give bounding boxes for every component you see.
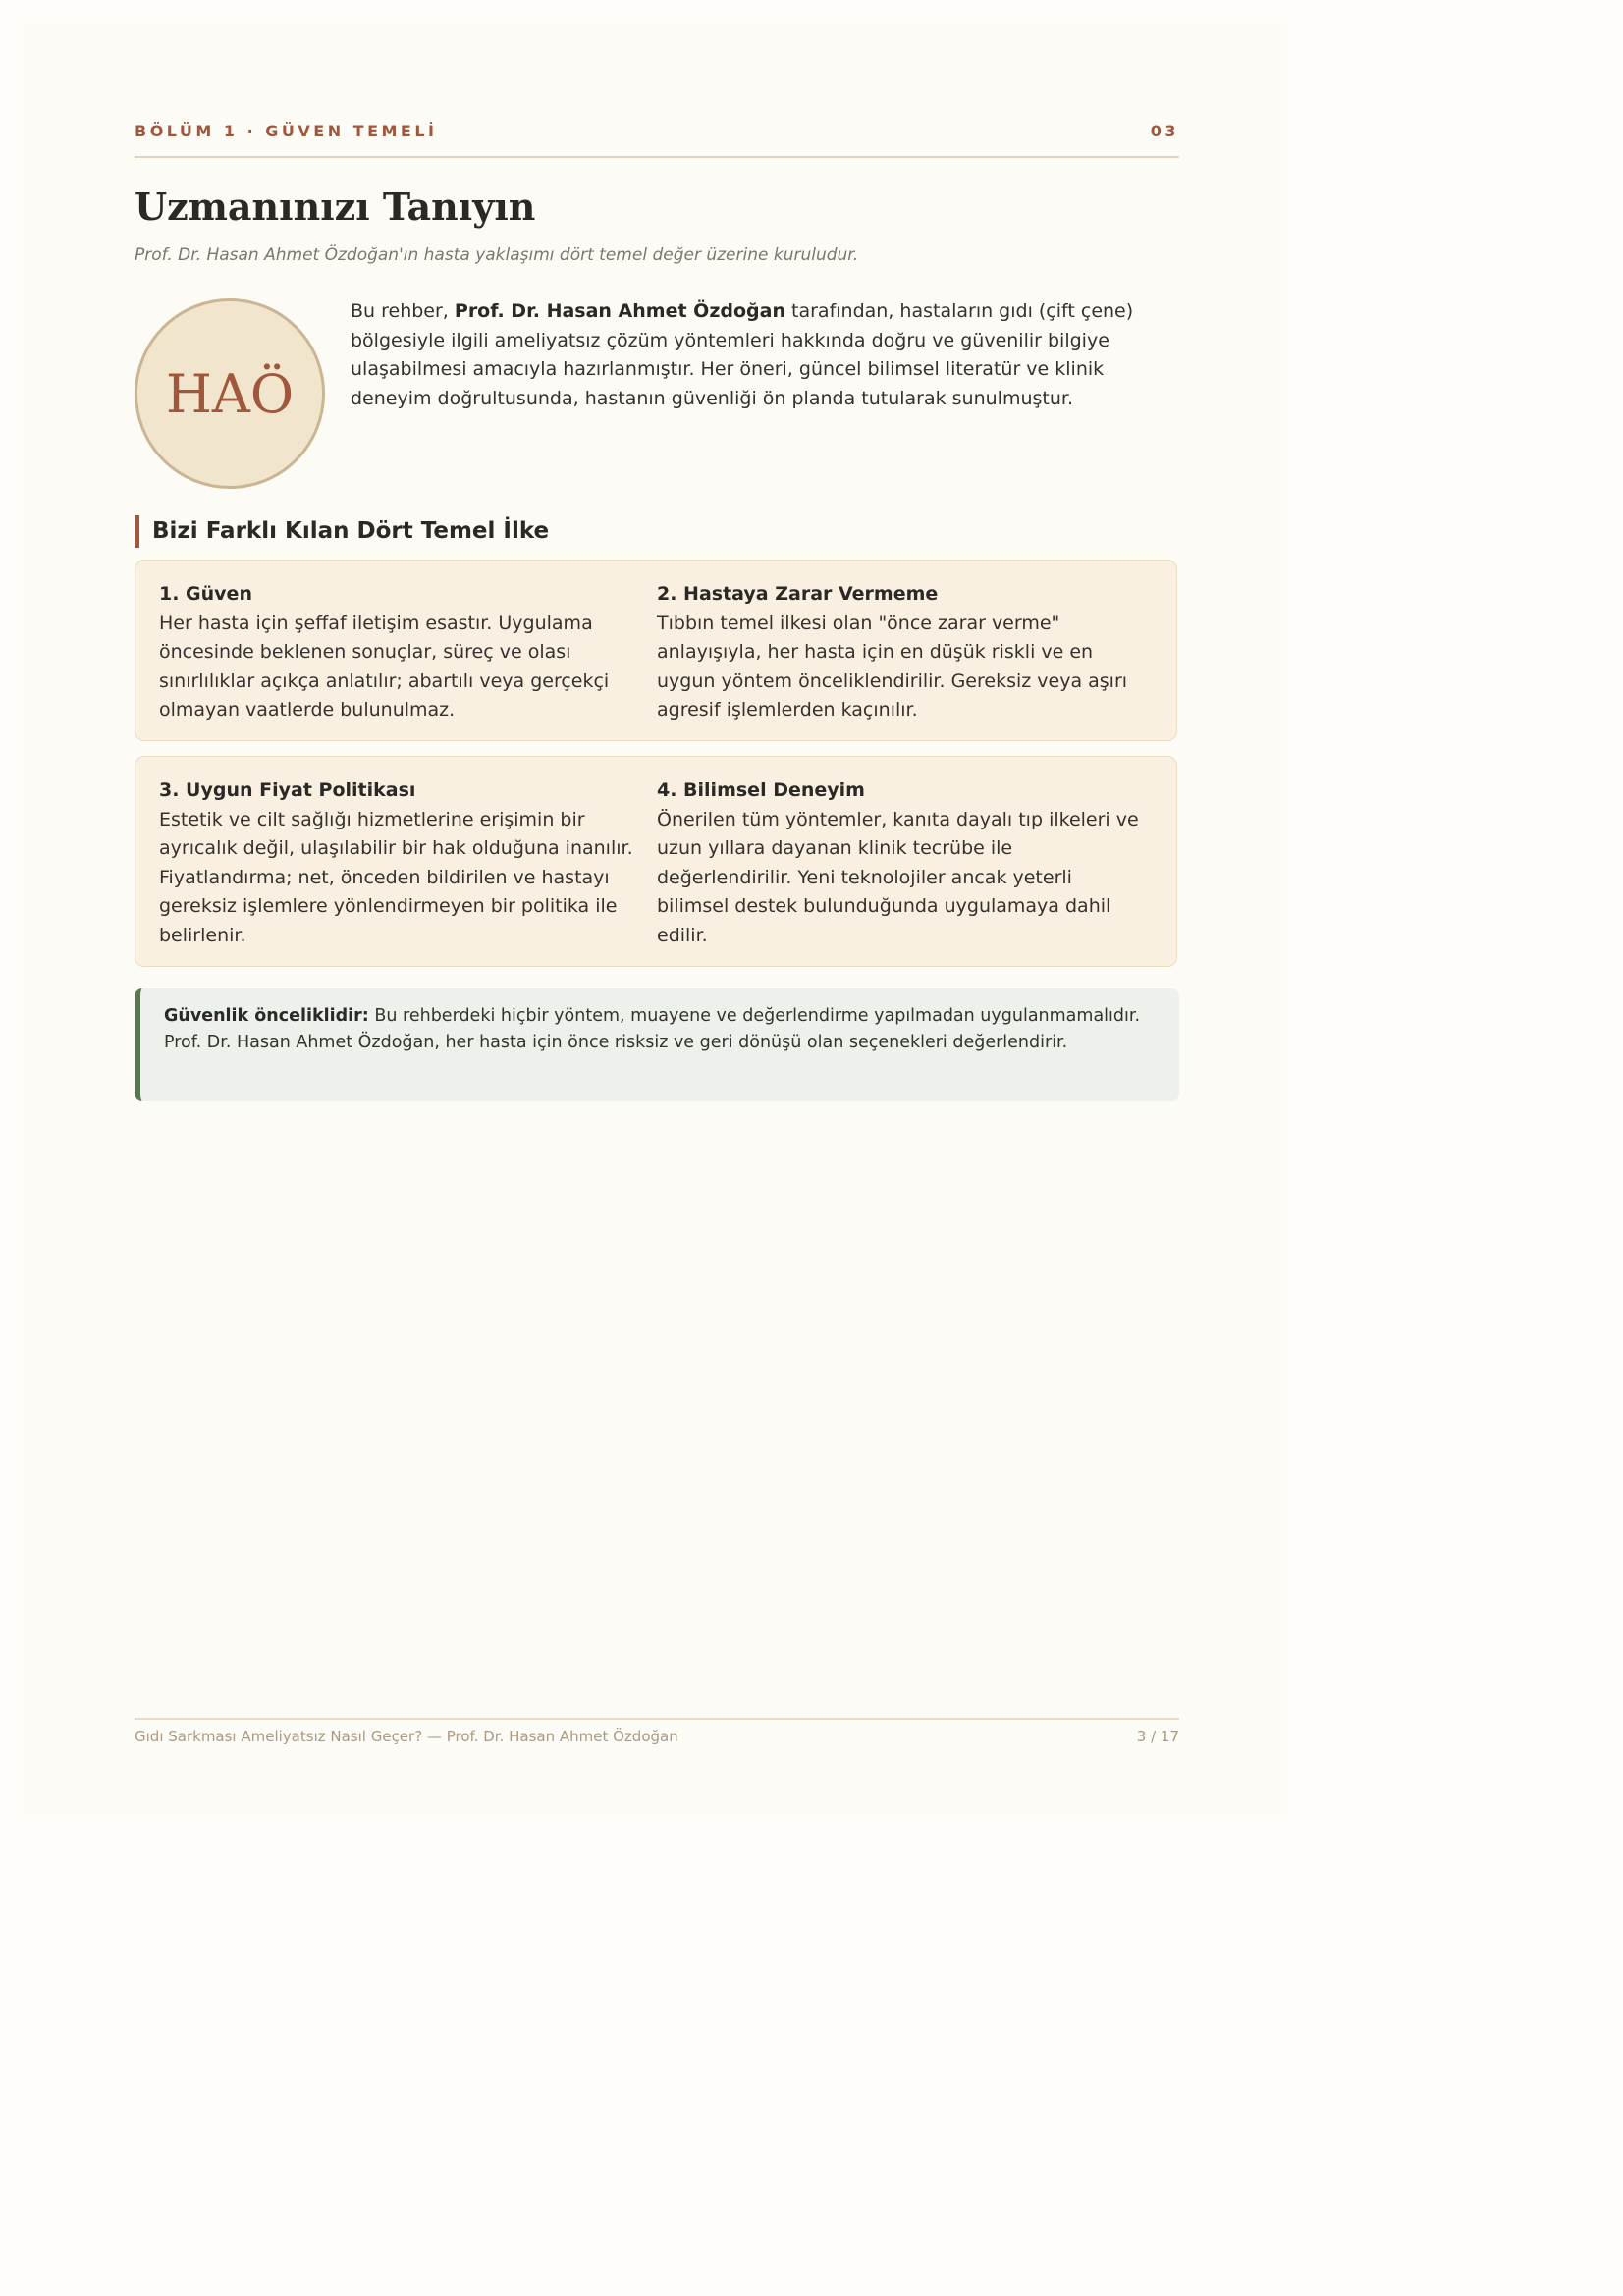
intro-prefix: Bu rehber, <box>351 300 455 322</box>
principle-item <box>159 776 650 950</box>
principles-card <box>135 756 1177 967</box>
intro-paragraph <box>351 297 1175 413</box>
principle-title: 3. Uygun Fiyat Politikası <box>159 779 416 801</box>
page-title: Uzmanınızı Tanıyın <box>135 185 536 229</box>
intro-author-name: Prof. Dr. Hasan Ahmet Özdoğan <box>454 300 785 322</box>
page-footer <box>135 1718 1179 1745</box>
running-header <box>135 122 1179 158</box>
principle-text: Önerilen tüm yöntemler, kanıta dayalı tıp ilkeleri ve uzun yıllara dayanan klinik tecrübe ile değerlendirilir. Yeni teknolojiler ancak yeterli bilimsel destek bulunduğunda uygulamaya dahil edilir. <box>657 808 1139 946</box>
footer-page-indicator: 3 / 17 <box>1136 1728 1179 1745</box>
principle-item <box>657 776 1148 950</box>
document-page <box>24 24 1287 1814</box>
safety-callout-label: Güvenlik önceliklidir: <box>164 1006 369 1026</box>
avatar-initials: HAÖ <box>165 362 295 425</box>
principle-text: Her hasta için şeffaf iletişim esastır. Uygulama öncesinde beklenen sonuçlar, süreç ve olası sınırlılıklar açıkça anlatılır; abartılı veya gerçekçi olmayan vaatlerde bulunulmaz. <box>159 612 610 721</box>
header-page-number: 03 <box>1150 122 1179 140</box>
safety-callout-text: Bu rehberdeki hiçbir yöntem, muayene ve değerlendirme yapılmadan uygulanmamalıdır. Prof. Dr. Hasan Ahmet Özdoğan, her hasta için önce risksiz ve geri dönüşü olan seçenekleri değerlendirir. <box>164 1006 1141 1052</box>
principles-heading: Bizi Farklı Kılan Dört Temel İlke <box>135 515 549 548</box>
page-subtitle: Prof. Dr. Hasan Ahmet Özdoğan'ın hasta yaklaşımı dört temel değer üzerine kuruludur. <box>135 245 859 265</box>
principles-card <box>135 560 1177 741</box>
safety-callout <box>135 988 1179 1101</box>
principle-item <box>159 580 650 725</box>
principle-title: 4. Bilimsel Deneyim <box>657 779 865 801</box>
principle-title: 1. Güven <box>159 583 252 605</box>
principle-text: Estetik ve cilt sağlığı hizmetlerine erişimin bir ayrıcalık değil, ulaşılabilir bir hak olduğuna inanılır. Fiyatlandırma; net, önceden bildirilen ve hastayı gereksiz işlemlere yönlendirmeyen bir politika ile belirlenir. <box>159 808 633 946</box>
footer-document-title: Gıdı Sarkması Ameliyatsız Nasıl Geçer? — Prof. Dr. Hasan Ahmet Özdoğan <box>135 1728 678 1745</box>
principle-title: 2. Hastaya Zarar Vermeme <box>657 583 939 605</box>
principle-text: Tıbbın temel ilkesi olan "önce zarar verme" anlayışıyla, her hasta için en düşük riskli ve en uygun yöntem önceliklendirilir. Gereksiz veya aşırı agresif işlemlerden kaçınılır. <box>657 612 1128 721</box>
avatar <box>135 298 325 489</box>
intro-suffix: tarafından, hastaların gıdı (çift çene) bölgesiyle ilgili ameliyatsız çözüm yöntemleri hakkında doğru ve güvenilir bilgiye ulaşabilmesi amacıyla hazırlanmıştır. Her öneri, güncel bilimsel literatür ve klinik deneyim doğrultusunda, hastanın güvenliği ön planda tutularak sunulmuştur. <box>351 300 1134 409</box>
section-label: BÖLÜM 1 · GÜVEN TEMELİ <box>135 122 438 140</box>
principle-item <box>657 580 1148 725</box>
